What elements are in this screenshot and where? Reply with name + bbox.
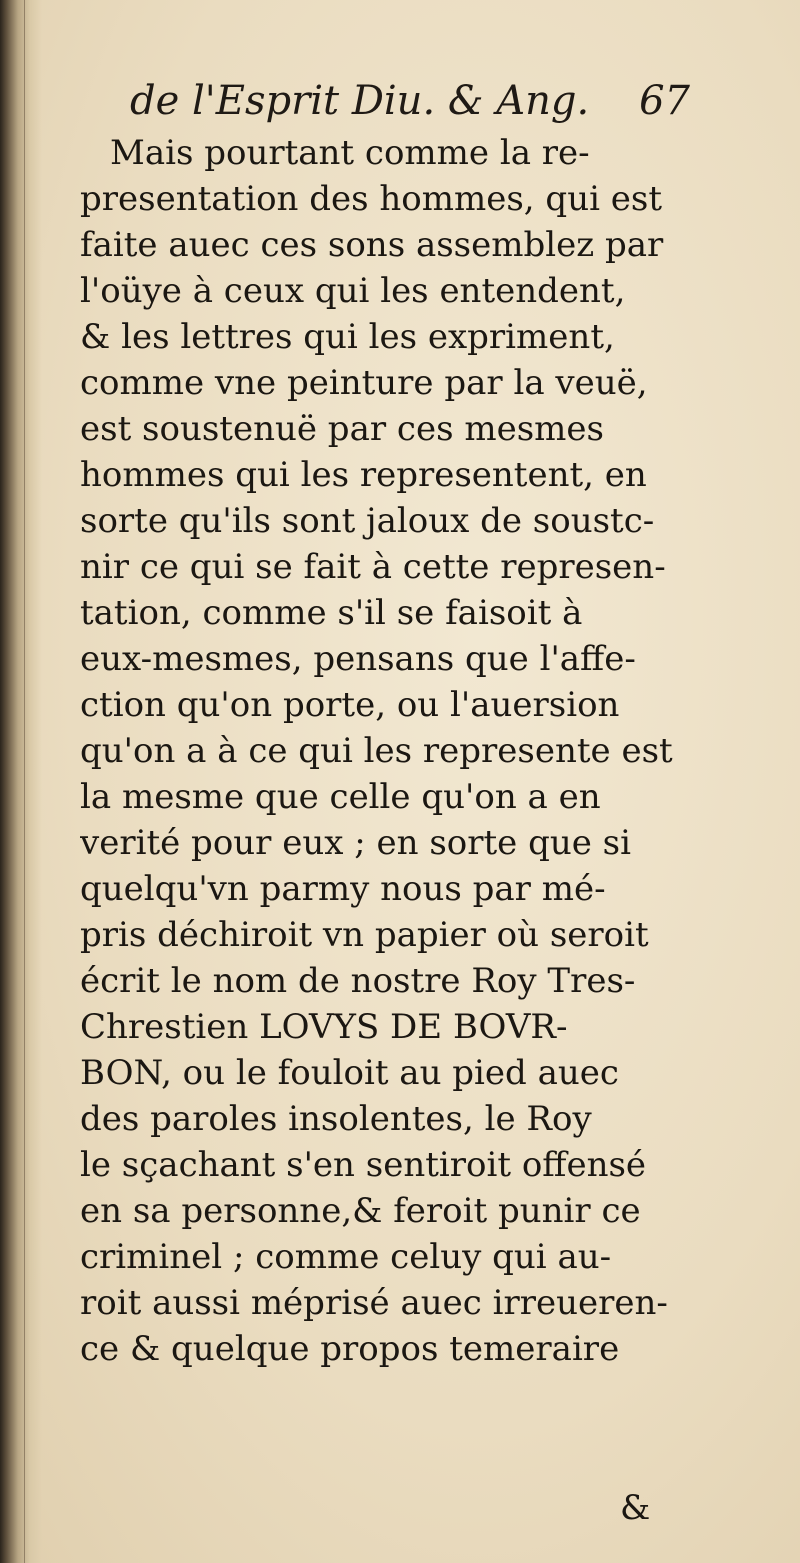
text-line: ce & quelque propos temeraire <box>80 1329 620 1369</box>
text-line: criminel ; comme celuy qui au- <box>80 1237 612 1277</box>
running-title: de l'Esprit Diu. & Ang. <box>130 78 590 124</box>
text-line: écrit le nom de nostre Roy Tres- <box>80 961 636 1001</box>
text-line: eux-mesmes, pensans que l'affe- <box>80 639 636 679</box>
text-line: ction qu'on porte, ou l'auersion <box>80 685 620 725</box>
text-line: Chrestien LOVYS DE BOVR- <box>80 1007 568 1047</box>
gutter-edge-line <box>24 0 25 1563</box>
page-header <box>130 78 690 138</box>
text-line: roit aussi méprisé auec irreueren- <box>80 1283 668 1323</box>
text-line: hommes qui les representent, en <box>80 455 647 495</box>
text-line: des paroles insolentes, le Roy <box>80 1099 592 1139</box>
text-line: sorte qu'ils sont jaloux de soustc- <box>80 501 655 541</box>
text-line: l'oüye à ceux qui les entendent, <box>80 271 626 311</box>
text-line: quelqu'vn parmy nous par mé- <box>80 869 606 909</box>
text-line: faite auec ces sons assemblez par <box>80 225 664 265</box>
text-line: verité pour eux ; en sorte que si <box>80 823 632 863</box>
text-line: la mesme que celle qu'on a en <box>80 777 601 817</box>
page-gutter <box>0 0 42 1563</box>
text-line: le sçachant s'en sentiroit offensé <box>80 1145 647 1185</box>
text-line: pris déchiroit vn papier où seroit <box>80 915 649 955</box>
text-line: est soustenuë par ces mesmes <box>80 409 604 449</box>
text-line: en sa personne,& feroit punir ce <box>80 1191 641 1231</box>
page-number: 67 <box>639 78 690 124</box>
text-line: tation, comme s'il se faisoit à <box>80 593 583 633</box>
text-line: comme vne peinture par la veuë, <box>80 363 648 403</box>
text-line: BON, ou le fouloit au pied auec <box>80 1053 619 1093</box>
text-line: Mais pourtant comme la re- <box>110 133 590 173</box>
text-line: qu'on a à ce qui les represente est <box>80 731 673 771</box>
text-line: nir ce qui se fait à cette represen- <box>80 547 666 587</box>
text-line: presentation des hommes, qui est <box>80 179 663 219</box>
catchword: & <box>620 1488 651 1528</box>
text-line: & les lettres qui les expriment, <box>80 317 615 357</box>
body-text <box>80 130 680 1372</box>
